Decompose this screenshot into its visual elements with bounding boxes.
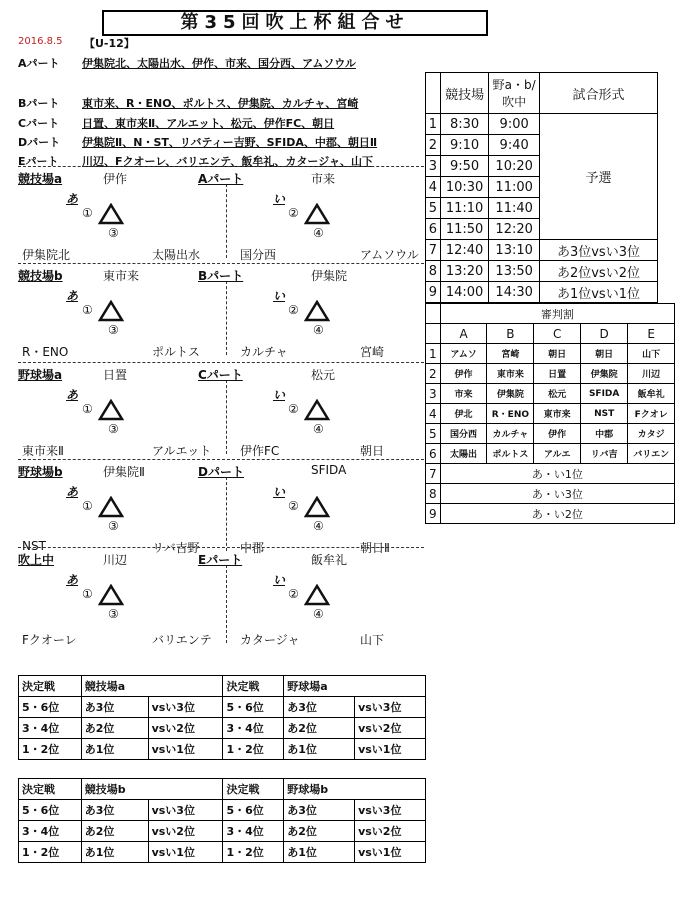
finals-place: 1・2位 — [19, 739, 82, 760]
group-a-mark: あ — [66, 485, 79, 499]
end-time: 11:00 — [489, 177, 540, 198]
finals-place: 5・6位 — [223, 800, 284, 821]
row-number: 9 — [426, 282, 441, 303]
row-number: 2 — [426, 364, 441, 384]
referee-cell: 太陽出 — [440, 444, 487, 464]
end-time: 9:40 — [489, 135, 540, 156]
finals-row — [19, 800, 426, 821]
referee-cell: 伊集院 — [487, 384, 534, 404]
referee-col-head: E — [628, 324, 675, 344]
part-teams-e: 川辺、Fクオーレ、バリエンテ、飯牟礼、カタージャ、山下 — [82, 155, 373, 168]
category-label: 【U-12】 — [84, 37, 135, 50]
finals-vs: vsい3位 — [148, 697, 223, 718]
end-time: 13:50 — [489, 261, 540, 282]
seed-2: ② — [288, 587, 299, 601]
schedule-row — [426, 240, 658, 261]
referee-cell: R・ENO — [487, 404, 534, 424]
seed-4: ④ — [313, 607, 324, 621]
venue-label: 吹上中 — [18, 553, 55, 567]
end-time: 11:40 — [489, 198, 540, 219]
finals-head-left: 決定戦 — [19, 676, 82, 697]
schedule-header-venue: 競技場 — [440, 73, 489, 114]
referee-row — [426, 464, 675, 484]
row-number: 3 — [426, 384, 441, 404]
finals-header-row — [19, 676, 426, 697]
finals-a-rank: あ3位 — [284, 800, 355, 821]
referee-cell: 宮崎 — [487, 344, 534, 364]
part-label-a: Aパート — [18, 57, 60, 70]
finals-place: 3・4位 — [223, 718, 284, 739]
row-number: 6 — [426, 219, 441, 240]
venue-label: 競技場b — [18, 269, 63, 283]
team-i-right: 宮崎 — [360, 345, 385, 359]
team-a-right: リバ吉野 — [152, 541, 200, 555]
row-number: 3 — [426, 156, 441, 177]
finals-place: 3・4位 — [19, 821, 82, 842]
row-number: 8 — [426, 484, 441, 504]
group-a-mark: あ — [66, 388, 79, 402]
referee-cell: 飯牟礼 — [628, 384, 675, 404]
referee-cell: 松元 — [534, 384, 581, 404]
finals-row — [19, 821, 426, 842]
referee-cell: 国分西 — [440, 424, 487, 444]
finals-table — [18, 675, 426, 760]
finals-row — [19, 842, 426, 863]
referee-row — [426, 404, 675, 424]
part-name: Bパート — [198, 269, 244, 283]
team-a-left: R・ENO — [22, 345, 69, 359]
group-a-mark: あ — [66, 573, 79, 587]
referee-table — [425, 303, 675, 524]
row-number: 2 — [426, 135, 441, 156]
team-a-top: 川辺 — [103, 553, 128, 567]
row-number: 1 — [426, 344, 441, 364]
seed-2: ② — [288, 402, 299, 416]
referee-cell: アムソ — [440, 344, 487, 364]
team-a-right: アルエット — [152, 444, 212, 458]
seed-2: ② — [288, 303, 299, 317]
team-a-left: Fクオーレ — [22, 633, 77, 647]
referee-cell: SFIDA — [580, 384, 627, 404]
group-separator — [18, 166, 424, 167]
team-i-right: 朝日Ⅱ — [360, 541, 390, 555]
finals-vs: vsい2位 — [355, 821, 426, 842]
part-name: Eパート — [198, 553, 243, 567]
finals-vs: vsい1位 — [148, 739, 223, 760]
finals-a-rank: あ3位 — [81, 697, 148, 718]
finals-table — [18, 778, 426, 863]
end-time: 14:30 — [489, 282, 540, 303]
finals-row — [19, 739, 426, 760]
part-teams-c: 日置、東市来Ⅱ、アルエット、松元、伊作FC、朝日 — [82, 117, 335, 130]
seed-3: ③ — [108, 323, 119, 337]
finals-vs: vsい1位 — [355, 739, 426, 760]
schedule-header-baseball: 野a・b/吹中 — [489, 73, 540, 114]
referee-row — [426, 424, 675, 444]
finals-a-rank: あ1位 — [284, 842, 355, 863]
referee-col-head: C — [534, 324, 581, 344]
referee-cell: カルチャ — [487, 424, 534, 444]
end-time: 13:10 — [489, 240, 540, 261]
team-i-right: アムソウル — [360, 248, 419, 262]
end-time: 9:00 — [489, 114, 540, 135]
team-i-left: 伊作FC — [240, 444, 280, 458]
referee-cell: カタジ — [628, 424, 675, 444]
referee-col-head: B — [487, 324, 534, 344]
row-number: 1 — [426, 114, 441, 135]
team-i-top: SFIDA — [311, 463, 347, 477]
team-i-left: 中郡 — [240, 541, 265, 555]
group-a-mark: あ — [66, 192, 79, 206]
group-i-mark: い — [273, 485, 286, 499]
team-a-right: ポルトス — [152, 345, 200, 359]
finals-row — [19, 718, 426, 739]
schedule-row — [426, 282, 658, 303]
start-time: 11:50 — [440, 219, 489, 240]
triangle-icon-a — [98, 300, 124, 321]
venue-label: 競技場a — [18, 172, 63, 186]
referee-cell: 伊北 — [440, 404, 487, 424]
referee-cell: 山下 — [628, 344, 675, 364]
part-label-e: Eパート — [18, 155, 59, 168]
triangle-icon-a — [98, 584, 124, 605]
start-time: 10:30 — [440, 177, 489, 198]
schedule-header-format: 試合形式 — [539, 73, 657, 114]
team-a-top: 伊作 — [103, 172, 128, 186]
team-i-top: 飯牟礼 — [311, 553, 348, 567]
referee-col-head: A — [440, 324, 487, 344]
finals-a-rank: あ1位 — [81, 842, 148, 863]
seed-3: ③ — [108, 607, 119, 621]
group-divider — [226, 281, 227, 355]
group-separator — [18, 547, 424, 548]
finals-vs: vsい3位 — [355, 800, 426, 821]
part-label-d: Dパート — [18, 136, 61, 149]
finals-a-rank: あ1位 — [284, 739, 355, 760]
team-i-left: カルチャ — [240, 345, 288, 359]
finals-place: 1・2位 — [223, 739, 284, 760]
venue-label: 野球場b — [18, 465, 63, 479]
part-label-b: Bパート — [18, 97, 60, 110]
group-separator — [18, 263, 424, 264]
referee-row — [426, 364, 675, 384]
seed-3: ③ — [108, 422, 119, 436]
team-a-left: 伊集院北 — [22, 248, 71, 262]
referee-cell: 伊作 — [534, 424, 581, 444]
referee-merged-cell: あ・い3位 — [440, 484, 674, 504]
referee-cell: Fクオレ — [628, 404, 675, 424]
seed-1: ① — [82, 402, 93, 416]
triangle-icon-a — [98, 203, 124, 224]
team-i-right: 朝日 — [360, 444, 385, 458]
group-divider — [226, 565, 227, 643]
seed-4: ④ — [313, 519, 324, 533]
group-i-mark: い — [273, 573, 286, 587]
start-time: 13:20 — [440, 261, 489, 282]
finals-vs: vsい1位 — [355, 842, 426, 863]
yosen-cell: 予選 — [539, 114, 657, 240]
finals-head-left: 決定戦 — [19, 779, 82, 800]
seed-2: ② — [288, 206, 299, 220]
row-number: 4 — [426, 177, 441, 198]
finals-place: 5・6位 — [19, 697, 82, 718]
finals-a-rank: あ1位 — [81, 739, 148, 760]
seed-3: ③ — [108, 226, 119, 240]
finals-a-rank: あ2位 — [284, 821, 355, 842]
team-a-top: 東市来 — [103, 269, 140, 283]
start-time: 8:30 — [440, 114, 489, 135]
team-a-right: 太陽出水 — [152, 248, 201, 262]
triangle-icon-i — [304, 300, 330, 321]
seed-1: ① — [82, 587, 93, 601]
finals-a-rank: あ2位 — [284, 718, 355, 739]
referee-row — [426, 344, 675, 364]
team-i-top: 市来 — [311, 172, 336, 186]
referee-merged-cell: あ・い2位 — [440, 504, 674, 524]
referee-cell: 伊集院 — [580, 364, 627, 384]
group-divider — [226, 477, 227, 551]
referee-cell: 東市来 — [534, 404, 581, 424]
seed-4: ④ — [313, 422, 324, 436]
page-title: 第35回吹上杯組合せ — [102, 10, 488, 36]
triangle-icon-i — [304, 399, 330, 420]
seed-3: ③ — [108, 519, 119, 533]
team-i-top: 伊集院 — [311, 269, 348, 283]
start-time: 14:00 — [440, 282, 489, 303]
finals-a-rank: あ3位 — [284, 697, 355, 718]
referee-cell: NST — [580, 404, 627, 424]
finals-place: 1・2位 — [19, 842, 82, 863]
triangle-icon-a — [98, 399, 124, 420]
finals-place: 3・4位 — [223, 821, 284, 842]
group-i-mark: い — [273, 192, 286, 206]
referee-merged-cell: あ・い1位 — [440, 464, 674, 484]
triangle-icon-i — [304, 203, 330, 224]
end-time: 10:20 — [489, 156, 540, 177]
finals-vs: vsい3位 — [148, 800, 223, 821]
referee-cell: 朝日 — [534, 344, 581, 364]
finals-venue-left: 競技場a — [81, 676, 223, 697]
team-i-left: 国分西 — [240, 248, 277, 262]
seed-1: ① — [82, 303, 93, 317]
group-divider — [226, 184, 227, 258]
schedule-row — [426, 114, 658, 135]
group-separator — [18, 459, 424, 460]
seed-2: ② — [288, 499, 299, 513]
referee-row — [426, 384, 675, 404]
referee-cell: 日置 — [534, 364, 581, 384]
finals-a-rank: あ2位 — [81, 821, 148, 842]
finals-head-right: 決定戦 — [223, 779, 284, 800]
referee-cell: 東市来 — [487, 364, 534, 384]
referee-cell: バリエン — [628, 444, 675, 464]
finals-place: 5・6位 — [19, 800, 82, 821]
start-time: 12:40 — [440, 240, 489, 261]
seed-4: ④ — [313, 323, 324, 337]
team-a-right: バリエンテ — [152, 633, 212, 647]
team-i-top: 松元 — [311, 368, 336, 382]
finals-vs: vsい1位 — [148, 842, 223, 863]
row-number: 6 — [426, 444, 441, 464]
referee-cell: リバ吉 — [580, 444, 627, 464]
group-divider — [226, 380, 227, 454]
referee-cell: 中郡 — [580, 424, 627, 444]
row-number: 8 — [426, 261, 441, 282]
finals-vs: vsい2位 — [355, 718, 426, 739]
row-number: 7 — [426, 464, 441, 484]
format-cell: あ1位vsい1位 — [539, 282, 657, 303]
part-label-c: Cパート — [18, 117, 60, 130]
seed-4: ④ — [313, 226, 324, 240]
team-a-left: NST — [22, 539, 46, 553]
row-number: 5 — [426, 424, 441, 444]
triangle-icon-i — [304, 584, 330, 605]
finals-head-right: 決定戦 — [223, 676, 284, 697]
finals-header-row — [19, 779, 426, 800]
part-name: Aパート — [198, 172, 244, 186]
end-time: 12:20 — [489, 219, 540, 240]
group-i-mark: い — [273, 289, 286, 303]
seed-1: ① — [82, 206, 93, 220]
seed-1: ① — [82, 499, 93, 513]
referee-row — [426, 484, 675, 504]
venue-label: 野球場a — [18, 368, 63, 382]
start-time: 9:10 — [440, 135, 489, 156]
triangle-icon-i — [304, 496, 330, 517]
row-number: 7 — [426, 240, 441, 261]
referee-cell: 市来 — [440, 384, 487, 404]
finals-row — [19, 697, 426, 718]
referee-cell: ポルトス — [487, 444, 534, 464]
group-a-mark: あ — [66, 289, 79, 303]
referee-cell: 伊作 — [440, 364, 487, 384]
part-teams-a: 伊集院北、太陽出水、伊作、市来、国分西、アムソウル — [82, 57, 356, 70]
part-teams-d: 伊集院Ⅱ、N・ST、リバティー吉野、SFIDA、中郡、朝日Ⅱ — [82, 136, 378, 149]
group-separator — [18, 362, 424, 363]
finals-venue-right: 野球場a — [284, 676, 426, 697]
row-number: 4 — [426, 404, 441, 424]
referee-cell: 朝日 — [580, 344, 627, 364]
row-number: 5 — [426, 198, 441, 219]
part-name: Cパート — [198, 368, 243, 382]
row-number: 9 — [426, 504, 441, 524]
referee-cell: 川辺 — [628, 364, 675, 384]
finals-vs: vsい3位 — [355, 697, 426, 718]
part-teams-b: 東市来、R・ENO、ポルトス、伊集院、カルチャ、宮崎 — [82, 97, 359, 110]
referee-row — [426, 504, 675, 524]
finals-vs: vsい2位 — [148, 821, 223, 842]
team-i-right: 山下 — [360, 633, 385, 647]
finals-place: 1・2位 — [223, 842, 284, 863]
referee-cell: アルエ — [534, 444, 581, 464]
team-a-top: 日置 — [103, 368, 128, 382]
group-i-mark: い — [273, 388, 286, 402]
team-a-left: 東市来Ⅱ — [22, 444, 64, 458]
referee-title: 審判割 — [440, 304, 674, 324]
start-time: 11:10 — [440, 198, 489, 219]
format-cell: あ2位vsい2位 — [539, 261, 657, 282]
schedule-row — [426, 261, 658, 282]
triangle-icon-a — [98, 496, 124, 517]
finals-venue-right: 野球場b — [284, 779, 426, 800]
finals-venue-left: 競技場b — [81, 779, 223, 800]
referee-row — [426, 444, 675, 464]
schedule-table — [425, 72, 658, 303]
finals-vs: vsい2位 — [148, 718, 223, 739]
finals-a-rank: あ3位 — [81, 800, 148, 821]
date-label: 2016.8.5 — [18, 36, 63, 47]
team-i-left: カタージャ — [240, 633, 300, 647]
finals-place: 3・4位 — [19, 718, 82, 739]
team-a-top: 伊集院Ⅱ — [103, 465, 145, 479]
referee-col-head: D — [580, 324, 627, 344]
finals-place: 5・6位 — [223, 697, 284, 718]
start-time: 9:50 — [440, 156, 489, 177]
part-name: Dパート — [198, 465, 244, 479]
format-cell: あ3位vsい3位 — [539, 240, 657, 261]
finals-a-rank: あ2位 — [81, 718, 148, 739]
